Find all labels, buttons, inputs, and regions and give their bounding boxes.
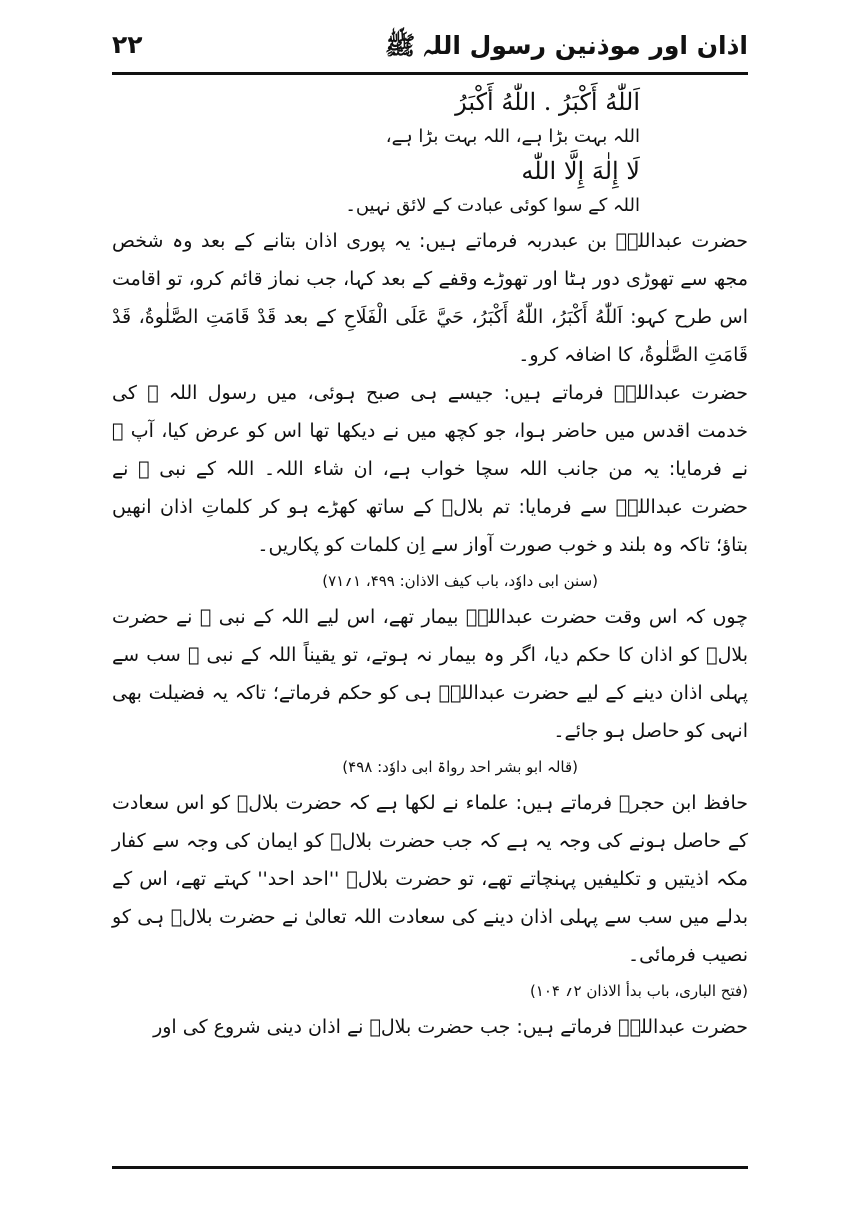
page-number: ۲۲ xyxy=(112,30,143,59)
tahlil-translation: اللہ کے سوا کوئی عبادت کے لائق نہیں۔ xyxy=(345,195,640,216)
takbir-translation: اللہ بہت بڑا ہے، اللہ بہت بڑا ہے، xyxy=(385,126,640,147)
reference-abu-bishr: (قالہ ابو بشر احد رواۃ ابی داوٗد: ۴۹۸) xyxy=(342,758,578,776)
invocation-block xyxy=(112,84,748,222)
reference-abu-dawud: (سنن ابی داوٗد، باب کیف الاذان: ۴۹۹، ۱؍۷۱) xyxy=(322,572,598,590)
page-body xyxy=(112,84,748,1046)
paragraph-iqamah: حضرت عبداللہؓ بن عبدربہ فرماتے ہیں: یہ پوری اذان بتانے کے بعد وہ شخص مجھ سے تھوڑی دور ہٹا اور تھوڑے وقفے کے بعد کہا، جب نماز قائم کرو، تو اقامت اس طرح کہو: اَللّٰهُ أَكْبَرُ، اللّٰهُ أَكْبَرُ، حَيَّ عَلَى الْفَلَاحِ کے بعد قَدْ قَامَتِ الصَّلٰوةُ، قَدْ قَامَتِ الصَّلٰوةُ، کا اضافہ کرو۔ xyxy=(112,230,748,366)
paragraph-true-dream: حضرت عبداللہؓ فرماتے ہیں: جیسے ہی صبح ہوئی، میں رسول اللہ ﷺ کی خدمت اقدس میں حاضر ہوا، جو کچھ میں نے دیکھا تھا اس کو عرض کیا، آپ ﷺ نے فرمایا: یہ من جانب اللہ سچا خواب ہے، ان شاء اللہ۔ اللہ کے نبی ﷺ نے حضرت عبداللہؓ سے فرمایا: تم بلالؓ کے ساتھ کھڑے ہو کر کلماتِ اذان انھیں بتاؤ؛ تاکہ وہ بلند و خوب صورت آواز سے اِن کلمات کو پکاریں۔ xyxy=(112,382,748,556)
page-header xyxy=(112,20,748,70)
footer-rule xyxy=(112,1166,748,1169)
running-title: اذان اور موذنین رسول اللہ ﷺ xyxy=(384,31,748,60)
arabic-takbir: اَللّٰهُ أَكْبَرُ . اللّٰهُ أَكْبَرُ xyxy=(455,88,640,116)
header-rule xyxy=(112,72,748,75)
paragraph-continuation: حضرت عبداللہؓ فرماتے ہیں: جب حضرت بلالؓ نے اذان دینی شروع کی اور xyxy=(153,1016,748,1038)
paragraph-ibn-hajar: حافظ ابن حجرؒ فرماتے ہیں: علماء نے لکھا ہے کہ حضرت بلالؓ کو اس سعادت کے حاصل ہونے کی وجہ یہ ہے کہ جب حضرت بلالؓ کو ایمان کی وجہ سے کفار مکہ اذیتیں و تکلیفیں پہنچاتے تھے، تو حضرت بلالؓ ''احد احد'' کہتے تھے، اس کے بدلے میں سب سے پہلی اذان دینے کی سعادت اللہ تعالیٰ نے حضرت بلالؓ ہی کو نصیب فرمائی۔ xyxy=(112,792,748,966)
arabic-tahlil: لَا إِلٰهَ إِلَّا اللّٰه xyxy=(521,157,640,185)
reference-fath-al-bari: (فتح الباری، باب بدأ الاذان ۲؍ ۱۰۴) xyxy=(529,982,748,1000)
paragraph-bilal-adhan: چوں کہ اس وقت حضرت عبداللہؓ بیمار تھے، اس لیے اللہ کے نبی ﷺ نے حضرت بلالؓ کو اذان کا حکم دیا، اگر وہ بیمار نہ ہوتے، تو یقیناً اللہ کے نبی ﷺ سب سے پہلی اذان دینے کے لیے حضرت عبداللہؓ ہی کو حکم فرماتے؛ تاکہ یہ فضیلت بھی انہی کو حاصل ہو جائے۔ xyxy=(112,606,748,742)
